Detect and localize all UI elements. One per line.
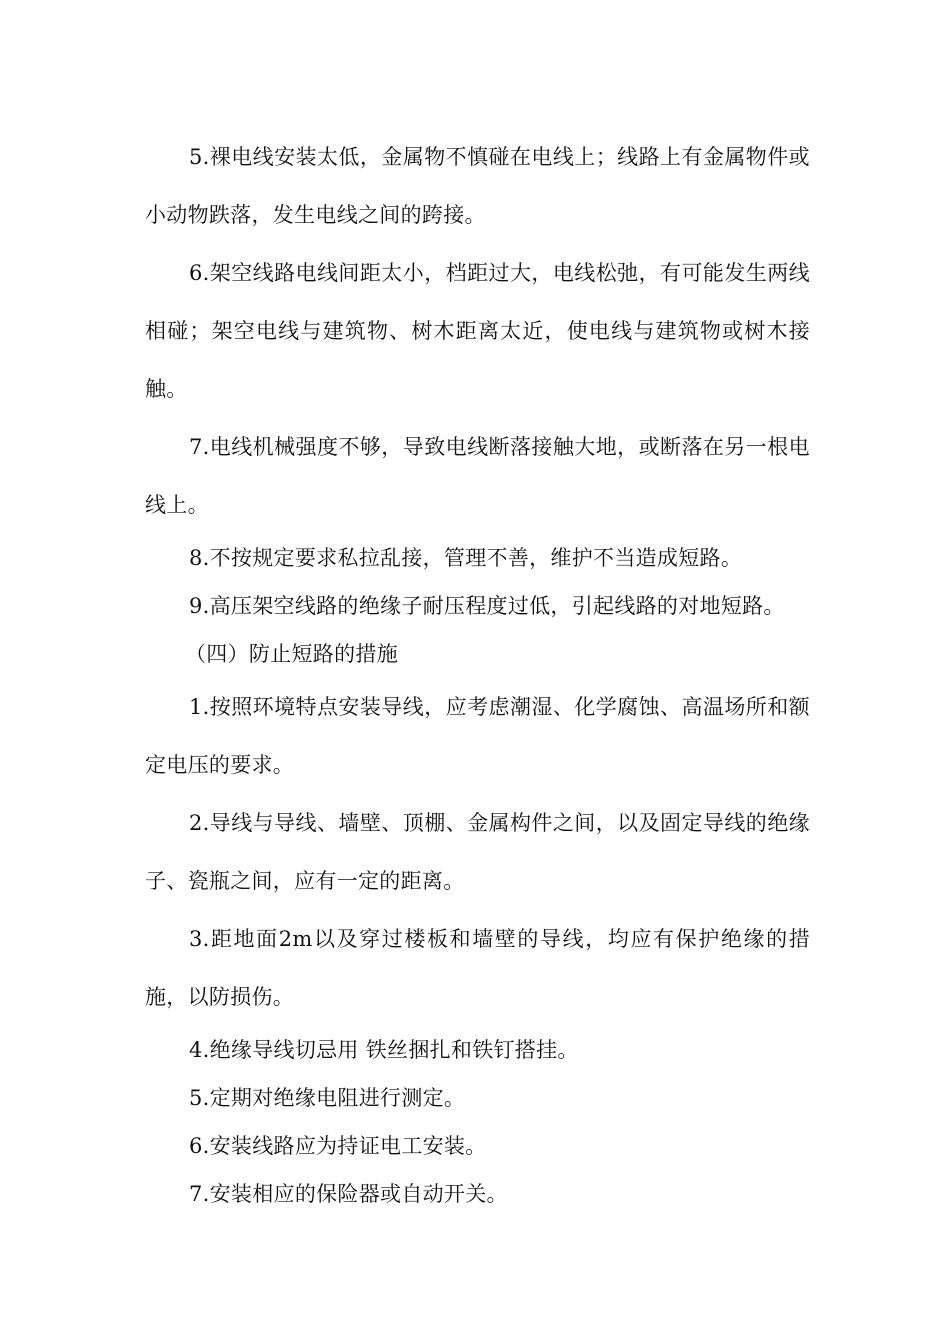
section-heading: （四）防止短路的措施 <box>185 642 398 666</box>
paragraph-item-5: 5.裸电线安装太低，金属物不慎碰在电线上；线路上有金属物件或小动物跌落，发生电线之间的跨接。 <box>145 145 810 227</box>
measure-item-3: 3.距地面2m以及穿过楼板和墙壁的导线，均应有保护绝缘的措施，以防损伤。 <box>145 927 810 1009</box>
measure-item-1: 1.按照环境特点安装导线，应考虑潮湿、化学腐蚀、高温场所和额定电压的要求。 <box>145 695 810 777</box>
paragraph-item-6: 6.架空线路电线间距太小，档距过大，电线松弛，有可能发生两线相碰；架空电线与建筑物、树木距离太近，使电线与建筑物或树木接触。 <box>145 261 810 401</box>
document-body <box>145 128 810 1218</box>
measure-item-2: 2.导线与导线、墙壁、顶棚、金属构件之间，以及固定导线的绝缘子、瓷瓶之间，应有一定的距离。 <box>145 811 810 893</box>
paragraph-item-8: 8.不按规定要求私拉乱接，管理不善，维护不当造成短路。 <box>189 546 743 570</box>
measure-item-4: 4.绝缘导线切忌用 铁丝捆扎和铁钉搭挂。 <box>189 1038 579 1062</box>
paragraph-item-9: 9.高压架空线路的绝缘子耐压程度过低，引起线路的对地短路。 <box>189 594 785 618</box>
measure-item-6: 6.安装线路应为持证电工安装。 <box>189 1134 487 1158</box>
measure-item-7: 7.安装相应的保险器或自动开关。 <box>189 1182 508 1206</box>
paragraph-item-7: 7.电线机械强度不够，导致电线断落接触大地，或断落在另一根电线上。 <box>145 435 810 517</box>
measure-item-5: 5.定期对绝缘电阻进行测定。 <box>189 1086 466 1110</box>
